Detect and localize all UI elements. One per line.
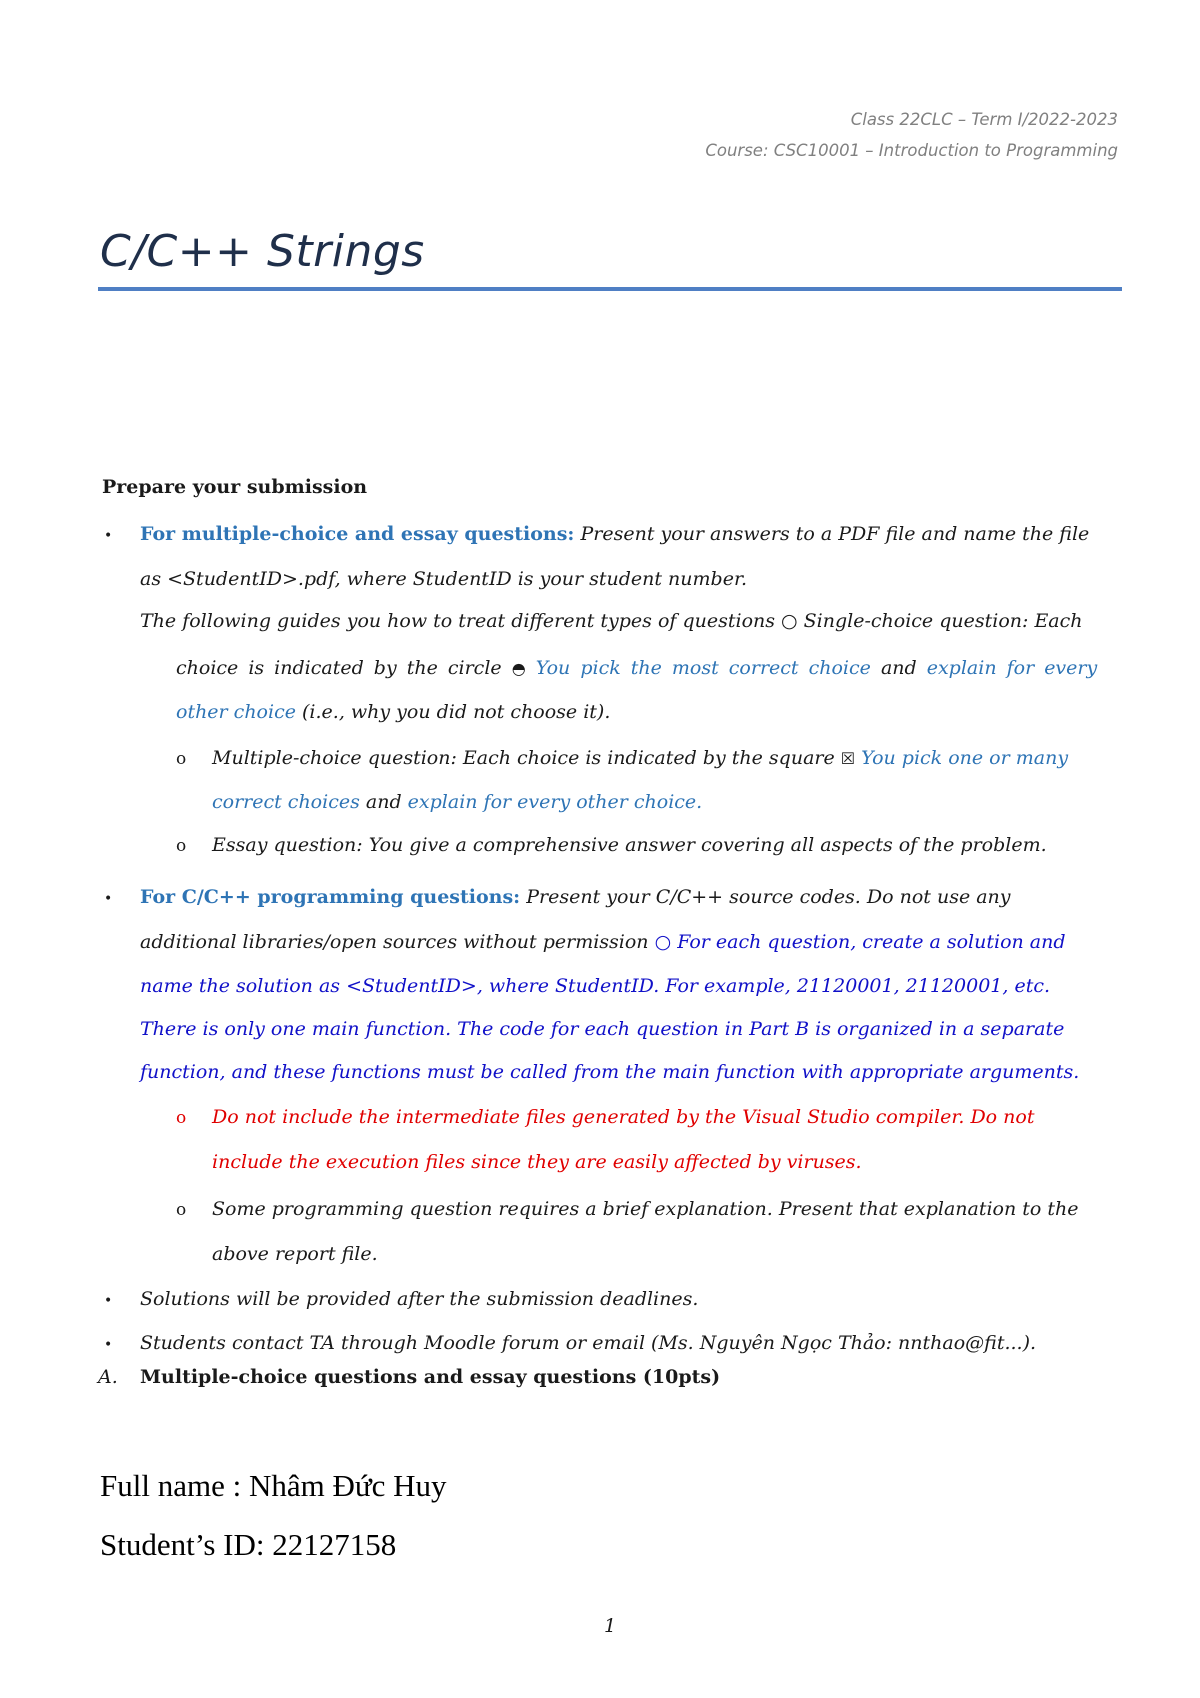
- permission-text: additional libraries/open sources without permission: [140, 931, 649, 953]
- solutions-note: Solutions will be provided after the submission deadlines.: [140, 1288, 699, 1310]
- page-title: C/C++ Strings: [100, 226, 425, 277]
- explanation-line-2: above report file.: [212, 1243, 378, 1265]
- and-connector: and: [880, 657, 917, 679]
- multiple-choice-line: [212, 749, 1068, 768]
- bullet-marker: •: [104, 891, 113, 907]
- single-choice-text: choice is indicated by the circle: [176, 657, 502, 679]
- other-choice-text: other choice: [176, 701, 296, 723]
- sub-bullet-marker: o: [176, 1108, 187, 1128]
- full-name: Full name : Nhâm Đức Huy: [100, 1468, 447, 1503]
- multiple-choice-text: Multiple-choice question: Each choice is indicated by the square: [212, 747, 835, 769]
- correct-choices-text: correct choices: [212, 791, 360, 813]
- multiple-choice-line-2: [212, 793, 702, 812]
- title-underline: [98, 287, 1122, 291]
- header-course: Course: CSC10001 – Introduction to Programming: [705, 141, 1118, 160]
- bullet-1-label: For multiple-choice and essay questions:: [140, 523, 575, 545]
- bullet-2-line-1: [140, 888, 1011, 907]
- why-not-chosen-text: (i.e., why you did not choose it).: [302, 701, 611, 723]
- single-choice-explain: explain for every: [926, 657, 1098, 679]
- header-class-term: Class 22CLC – Term I/2022-2023: [850, 110, 1118, 129]
- bullet-marker: •: [104, 528, 113, 544]
- bullet-1-line-2: as <StudentID>.pdf, where StudentID is your student number.: [140, 568, 747, 590]
- bullet-marker: •: [104, 1293, 113, 1309]
- warning-line-1: Do not include the intermediate files generated by the Visual Studio compiler. Do not: [212, 1106, 1035, 1128]
- square-choice-icon: ☒: [840, 749, 856, 768]
- bullet-1-line-1: [140, 525, 1089, 544]
- circle-choice-icon: ◓: [511, 659, 526, 678]
- bullet-1-text: Present your answers to a PDF file and name the file: [580, 523, 1090, 545]
- single-choice-line: [176, 659, 1097, 678]
- warning-line-2: include the execution files since they are easily affected by viruses.: [212, 1151, 862, 1173]
- bullet-marker: •: [104, 1337, 113, 1353]
- part-a-marker: A.: [98, 1366, 118, 1388]
- bullet-2-line-3: name the solution as <StudentID>, where StudentID. For example, 21120001, 21120001, etc.: [140, 975, 1051, 997]
- section-heading: Prepare your submission: [102, 476, 368, 498]
- contact-ta-note: Students contact TA through Moodle forum or email (Ms. Nguyên Ngọc Thảo: nnthao@fit...).: [140, 1332, 1037, 1354]
- page-number: 1: [604, 1615, 617, 1637]
- bullet-2-line-5: function, and these functions must be called from the main function with appropriate arguments.: [140, 1061, 1080, 1083]
- bullet-2-line-2: [140, 933, 1066, 952]
- sub-bullet-marker: o: [176, 1200, 187, 1220]
- solution-instruction: ○ For each question, create a solution and: [654, 931, 1066, 953]
- multiple-choice-instruction: You pick one or many: [861, 747, 1069, 769]
- student-id: Student’s ID: 22127158: [100, 1527, 397, 1562]
- single-choice-instruction: You pick the most correct choice: [535, 657, 871, 679]
- essay-question-line: Essay question: You give a comprehensive answer covering all aspects of the problem.: [212, 834, 1047, 856]
- bullet-2-line-4: There is only one main function. The code for each question in Part B is organized in a separate: [140, 1018, 1065, 1040]
- bullet-2-label: For C/C++ programming questions:: [140, 886, 521, 908]
- sub-bullet-marker: o: [176, 749, 187, 769]
- explain-every-other-text: explain for every other choice.: [407, 791, 703, 813]
- bullet-2-text: Present your C/C++ source codes. Do not use any: [526, 886, 1011, 908]
- single-choice-line-2: [176, 703, 610, 722]
- bullet-1-line-3: The following guides you how to treat different types of questions ○ Single-choice question: Each: [140, 610, 1083, 632]
- and-connector-2: and: [365, 791, 402, 813]
- explanation-line-1: Some programming question requires a brief explanation. Present that explanation to the: [212, 1198, 1079, 1220]
- part-a-heading: Multiple-choice questions and essay questions (10pts): [140, 1366, 721, 1388]
- sub-bullet-marker: o: [176, 836, 187, 856]
